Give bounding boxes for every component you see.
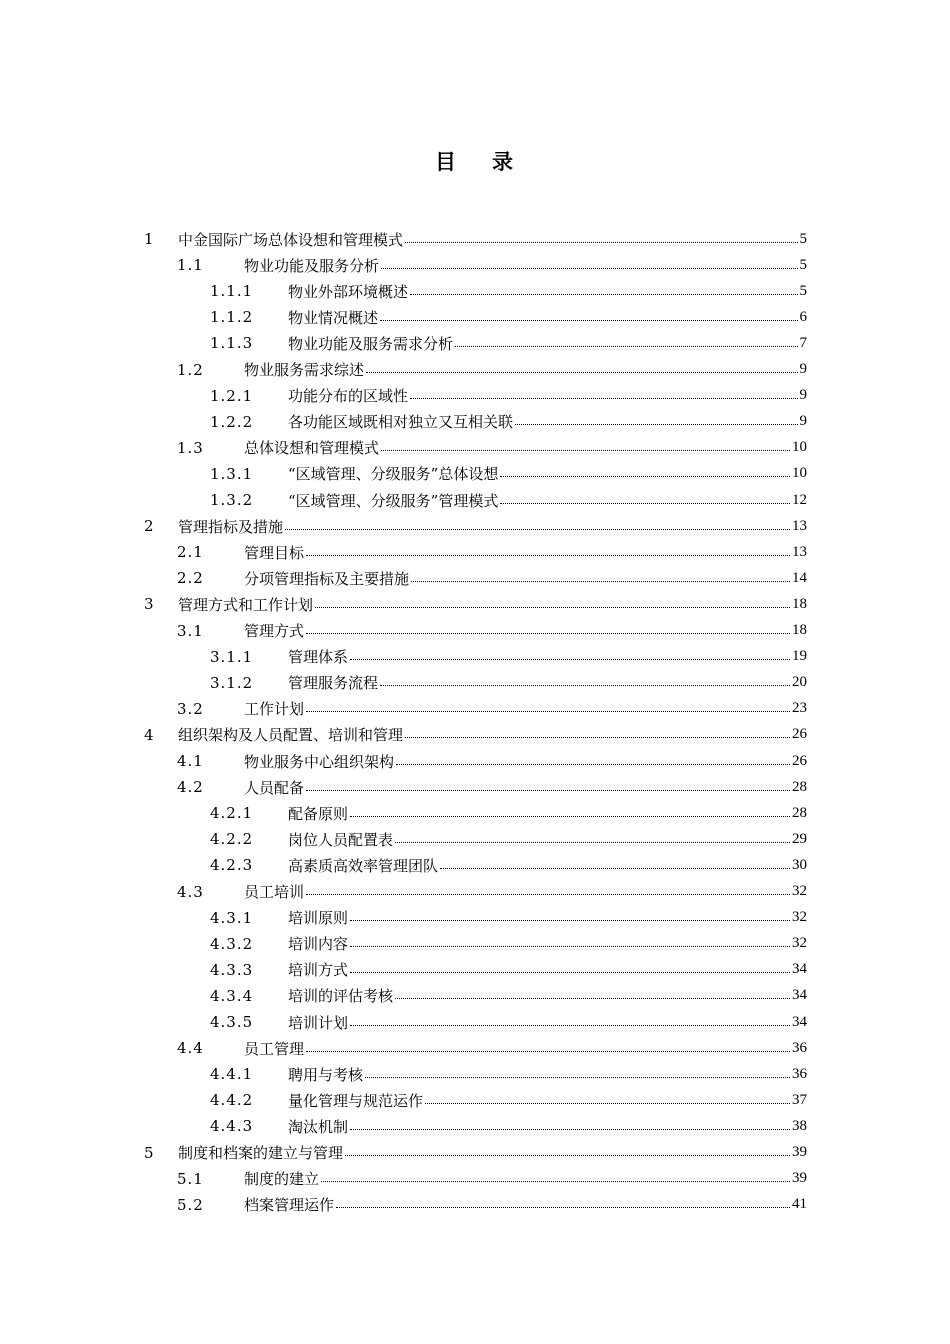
- toc-entry[interactable]: [210, 670, 807, 696]
- toc-entry-number: 2.1: [177, 543, 204, 562]
- toc-entry[interactable]: [144, 591, 807, 617]
- toc-leader-dots: [350, 972, 790, 973]
- toc-leader-dots: [410, 398, 797, 399]
- toc-title-char-2: 录: [492, 149, 515, 174]
- toc-entry-label: 高素质高效率管理团队: [288, 856, 439, 875]
- toc-leader-dots: [350, 1025, 790, 1026]
- toc-entry-page: 18: [792, 595, 807, 612]
- toc-entry-page: 19: [792, 648, 807, 665]
- toc-entry[interactable]: [210, 931, 807, 957]
- toc-leader-dots: [500, 476, 790, 477]
- toc-leader-dots: [306, 633, 790, 634]
- toc-entry[interactable]: [177, 774, 807, 800]
- toc-entry-number: 3: [144, 595, 154, 614]
- toc-entry-page: 36: [792, 1065, 807, 1082]
- toc-entry-label: 物业外部环境概述: [288, 282, 409, 301]
- toc-entry-number: 1.2.1: [210, 386, 254, 405]
- toc-entry-number: 1.1: [177, 256, 204, 275]
- toc-entry[interactable]: [210, 826, 807, 852]
- toc-entry-number: 4.4.1: [210, 1065, 254, 1084]
- toc-entry-page: 7: [799, 334, 807, 351]
- toc-entry-page: 28: [792, 804, 807, 821]
- toc-entry[interactable]: [177, 1192, 807, 1218]
- toc-title-char-1: 目: [435, 149, 458, 174]
- toc-leader-dots: [395, 998, 790, 999]
- toc-entry[interactable]: [144, 1140, 807, 1166]
- toc-entry-label: 员工管理: [244, 1039, 305, 1058]
- toc-entry[interactable]: [210, 800, 807, 826]
- toc-entry-label: 量化管理与规范运作: [288, 1091, 424, 1110]
- toc-entry-number: 1.1.3: [210, 334, 254, 353]
- toc-entry-label: 培训的评估考核: [288, 987, 394, 1006]
- toc-entry[interactable]: [210, 409, 807, 435]
- toc-leader-dots: [380, 320, 797, 321]
- toc-entry-page: 23: [792, 700, 807, 717]
- toc-entry[interactable]: [210, 487, 807, 513]
- toc-leader-dots: [396, 764, 790, 765]
- toc-entry-page: 30: [792, 856, 807, 873]
- toc-entry-label: 培训内容: [288, 935, 349, 954]
- toc-leader-dots: [350, 1129, 790, 1130]
- toc-entry-number: 3.1.1: [210, 647, 254, 666]
- toc-entry[interactable]: [177, 1166, 807, 1192]
- toc-entry-page: 39: [792, 1144, 807, 1160]
- toc-entry[interactable]: [210, 304, 807, 330]
- toc-title: [0, 146, 950, 176]
- toc-entry[interactable]: [210, 461, 807, 487]
- toc-entry-label: 管理指标及措施: [178, 517, 284, 536]
- toc-entry[interactable]: [210, 1009, 807, 1035]
- toc-entry-page: 12: [792, 491, 807, 508]
- toc-leader-dots: [515, 424, 797, 425]
- toc-leader-dots: [411, 581, 790, 582]
- toc-entry-page: 34: [792, 987, 807, 1004]
- toc-entry[interactable]: [210, 1061, 807, 1087]
- toc-entry-page: 39: [792, 1170, 807, 1187]
- toc-entry-label: 总体设想和管理模式: [244, 439, 380, 458]
- toc-leader-dots: [306, 790, 790, 791]
- toc-entry-label: “区域管理、分级服务”总体设想: [288, 465, 499, 484]
- toc-leader-dots: [410, 294, 797, 295]
- toc-entry-page: 20: [792, 674, 807, 691]
- toc-entry-label: 物业情况概述: [288, 308, 379, 327]
- toc-leader-dots: [306, 555, 790, 556]
- toc-entry-page: 41: [792, 1196, 807, 1213]
- toc-entry-label: 各功能区域既相对独立又互相关联: [288, 413, 514, 432]
- toc-entry-label: 管理服务流程: [288, 674, 379, 693]
- toc-entry-number: 1.1.1: [210, 282, 254, 301]
- toc-entry-page: 5: [799, 282, 807, 299]
- toc-entry[interactable]: [210, 383, 807, 409]
- toc-leader-dots: [350, 816, 790, 817]
- toc-entry[interactable]: [177, 539, 807, 565]
- toc-leader-dots: [350, 659, 790, 660]
- toc-entry-page: 5: [799, 230, 807, 247]
- toc-entry-label: 物业功能及服务分析: [244, 256, 380, 275]
- toc-entry-number: 1.2: [177, 360, 204, 379]
- toc-entry[interactable]: [177, 565, 807, 591]
- toc-leader-dots: [395, 842, 790, 843]
- toc-entry[interactable]: [210, 1113, 807, 1139]
- toc-entry-number: 4.2: [177, 778, 204, 797]
- toc-entry-label: 功能分布的区域性: [288, 387, 409, 406]
- toc-entry[interactable]: [210, 957, 807, 983]
- toc-entry-number: 2.2: [177, 569, 204, 588]
- toc-entry[interactable]: [177, 357, 807, 383]
- toc-leader-dots: [425, 1103, 790, 1104]
- toc-entry-label: 工作计划: [244, 700, 305, 719]
- toc-entry-number: 1.3: [177, 438, 204, 457]
- toc-entry-page: 34: [792, 1013, 807, 1030]
- toc-entry-number: 4.1: [177, 752, 204, 770]
- toc-entry-number: 5.2: [177, 1195, 204, 1214]
- toc-entry[interactable]: [210, 983, 807, 1009]
- toc-leader-dots: [405, 242, 797, 243]
- toc-entry[interactable]: [177, 748, 807, 774]
- toc-entry[interactable]: [210, 330, 807, 356]
- toc-entry-label: 培训原则: [288, 909, 349, 928]
- toc-entry[interactable]: [144, 226, 807, 252]
- toc-entry[interactable]: [177, 252, 807, 278]
- toc-leader-dots: [321, 1181, 790, 1182]
- toc-entry-number: 4.2.3: [210, 856, 254, 875]
- toc-entry-number: 4.3.1: [210, 908, 254, 927]
- toc-entry-number: 5: [144, 1143, 154, 1162]
- toc-entry-number: 4.3.5: [210, 1013, 254, 1031]
- toc-leader-dots: [500, 503, 790, 504]
- toc-entry-number: 2: [144, 517, 154, 536]
- toc-entry[interactable]: [177, 879, 807, 905]
- toc-entry-number: 4.3.2: [210, 934, 254, 953]
- toc-entry-label: 档案管理运作: [244, 1196, 335, 1215]
- toc-entry-page: 37: [792, 1091, 807, 1108]
- toc-entry[interactable]: [177, 618, 807, 644]
- toc-entry[interactable]: [177, 1035, 807, 1061]
- toc-entry[interactable]: [177, 696, 807, 722]
- toc-entry-page: 26: [792, 752, 807, 769]
- toc-entry-number: 4: [144, 725, 154, 744]
- toc-entry-number: 4.4: [177, 1039, 204, 1058]
- toc-entry[interactable]: [144, 513, 807, 539]
- toc-entry-page: 6: [799, 308, 807, 325]
- toc-leader-dots: [365, 1077, 790, 1078]
- toc-entry-page: 9: [799, 361, 807, 377]
- toc-entry[interactable]: [177, 435, 807, 461]
- toc-leader-dots: [366, 372, 797, 373]
- toc-leader-dots: [381, 268, 797, 269]
- toc-entry-number: 1.1.2: [210, 308, 254, 327]
- toc-entry-number: 1.3.2: [210, 491, 254, 509]
- toc-leader-dots: [380, 685, 790, 686]
- toc-entry-label: 物业功能及服务需求分析: [288, 334, 454, 353]
- toc-entry-number: 4.4.3: [210, 1117, 254, 1136]
- toc-entry-page: 32: [792, 935, 807, 952]
- toc-entry-page: 13: [792, 543, 807, 560]
- toc-entry-label: 管理方式和工作计划: [178, 595, 314, 614]
- toc-entry[interactable]: [210, 1087, 807, 1113]
- toc-leader-dots: [306, 894, 790, 895]
- toc-entry-label: 物业服务需求综述: [244, 361, 365, 379]
- toc-entry-label: 管理方式: [244, 622, 305, 640]
- toc-entry-label: “区域管理、分级服务”管理模式: [288, 491, 499, 510]
- toc-leader-dots: [345, 1155, 790, 1156]
- toc-entry-page: 38: [792, 1117, 807, 1134]
- toc-entry[interactable]: [144, 722, 807, 748]
- toc-entry-label: 管理目标: [244, 543, 305, 562]
- toc-leader-dots: [350, 946, 790, 947]
- toc-leader-dots: [381, 450, 790, 451]
- toc-entry-number: 3.2: [177, 699, 204, 718]
- toc-entry-page: 29: [792, 830, 807, 847]
- toc-entry-label: 员工培训: [244, 883, 305, 901]
- toc-leader-dots: [315, 607, 790, 608]
- toc-entry-page: 14: [792, 569, 807, 586]
- toc-entry-number: 1.2.2: [210, 412, 254, 431]
- toc-entry-number: 4.4.2: [210, 1091, 254, 1110]
- toc-entry-page: 32: [792, 909, 807, 926]
- toc-entry-page: 10: [792, 439, 807, 456]
- toc-entry-page: 13: [792, 517, 807, 534]
- toc-entry-page: 36: [792, 1039, 807, 1056]
- toc-entry-label: 岗位人员配置表: [288, 830, 394, 849]
- toc-entry-label: 物业服务中心组织架构: [244, 752, 395, 771]
- toc-entry-label: 制度和档案的建立与管理: [178, 1144, 344, 1162]
- toc-entry-label: 培训计划: [288, 1013, 349, 1032]
- toc-leader-dots: [285, 529, 790, 530]
- toc-entry[interactable]: [210, 644, 807, 670]
- toc-leader-dots: [306, 711, 790, 712]
- toc-entry-number: 5.1: [177, 1169, 204, 1188]
- toc-entry-label: 中金国际广场总体设想和管理模式: [178, 230, 404, 249]
- toc-entry-number: 4.2.1: [210, 804, 254, 823]
- toc-entry-label: 淘汰机制: [288, 1117, 349, 1136]
- toc-entry-number: 1: [144, 230, 154, 248]
- toc-entry-page: 34: [792, 961, 807, 978]
- toc-entry-page: 28: [792, 778, 807, 795]
- toc-entry-label: 聘用与考核: [288, 1065, 364, 1084]
- toc-entry-number: 1.3.1: [210, 464, 254, 483]
- toc-entry-label: 组织架构及人员配置、培训和管理: [178, 726, 404, 745]
- toc-entry-number: 4.3.3: [210, 960, 254, 979]
- toc-entry-page: 18: [792, 622, 807, 638]
- toc-leader-dots: [336, 1207, 790, 1208]
- toc-entry-page: 26: [792, 726, 807, 743]
- toc-entry-label: 管理体系: [288, 648, 349, 667]
- toc-leader-dots: [440, 868, 790, 869]
- toc-entry-label: 培训方式: [288, 961, 349, 980]
- toc-leader-dots: [405, 737, 790, 738]
- toc-leader-dots: [350, 920, 790, 921]
- toc-entry[interactable]: [210, 278, 807, 304]
- toc-entry-page: 10: [792, 465, 807, 482]
- toc-entry-number: 3.1.2: [210, 673, 254, 692]
- toc-entry-number: 4.3: [177, 882, 204, 901]
- toc-entry-page: 5: [799, 256, 807, 273]
- toc-entry-number: 4.2.2: [210, 830, 254, 849]
- toc-entry-label: 人员配备: [244, 778, 305, 797]
- toc-entry-label: 配备原则: [288, 804, 349, 823]
- toc-entry-page: 9: [799, 387, 807, 404]
- toc-entry[interactable]: [210, 905, 807, 931]
- toc-entry-page: 9: [799, 413, 807, 430]
- toc-entry-label: 制度的建立: [244, 1170, 320, 1189]
- toc-entry-number: 4.3.4: [210, 986, 254, 1005]
- toc-entry-number: 3.1: [177, 621, 204, 640]
- toc-entry[interactable]: [210, 852, 807, 878]
- toc-leader-dots: [306, 1051, 790, 1052]
- toc-entry-page: 32: [792, 883, 807, 899]
- toc-leader-dots: [455, 346, 797, 347]
- toc-entry-label: 分项管理指标及主要措施: [244, 569, 410, 588]
